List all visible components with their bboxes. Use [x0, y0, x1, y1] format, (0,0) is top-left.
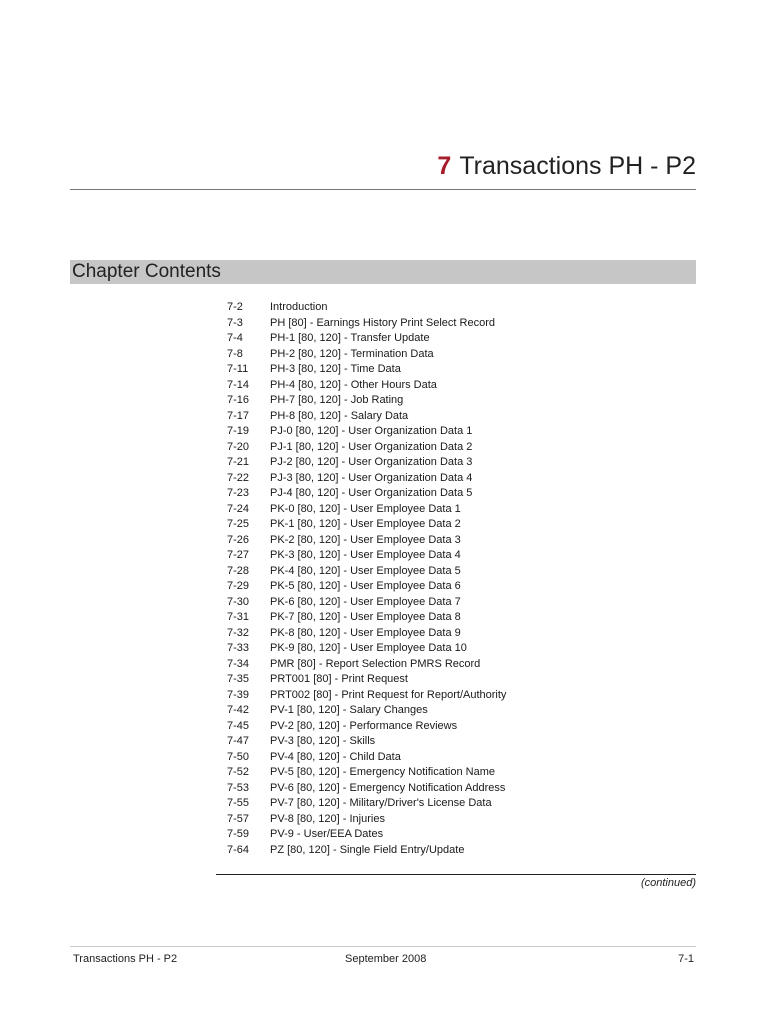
toc-entry[interactable]: [227, 796, 506, 812]
toc-entry[interactable]: [227, 750, 506, 766]
toc-entry-title: PV-9 - User/EEA Dates: [270, 828, 384, 840]
toc-entry-title: PK-9 [80, 120] - User Employee Data 10: [270, 642, 467, 654]
toc-entry-title: PH [80] - Earnings History Print Select Record: [270, 316, 495, 329]
toc-entry-title: PK-7 [80, 120] - User Employee Data 8: [270, 611, 461, 623]
toc-entry-title: PJ-4 [80, 120] - User Organization Data 5: [270, 487, 473, 499]
toc-entry[interactable]: [227, 347, 506, 363]
toc-entry-title: PH-7 [80, 120] - Job Rating: [270, 394, 404, 406]
toc-entry-title: PK-1 [80, 120] - User Employee Data 2: [270, 518, 461, 530]
toc-entry[interactable]: [227, 440, 506, 456]
toc-entry-title: PZ [80, 120] - Single Field Entry/Update: [270, 843, 465, 856]
toc-entry[interactable]: [227, 300, 506, 316]
toc-page-number: 7-25: [227, 518, 250, 530]
toc-page-number: 7-34: [227, 657, 250, 670]
toc-page-number: 7-64: [227, 843, 250, 856]
toc-page-number: 7-19: [227, 425, 250, 437]
toc-entry-title: PMR [80] - Report Selection PMRS Record: [270, 657, 481, 670]
footer-page-number: 7-1: [678, 953, 694, 965]
toc-entry[interactable]: [227, 734, 506, 750]
toc-entry-title: PK-6 [80, 120] - User Employee Data 7: [270, 595, 461, 608]
toc-entry[interactable]: [227, 595, 506, 611]
toc-page-number: 7-50: [227, 750, 250, 763]
chapter-title: [437, 152, 696, 181]
toc-entry[interactable]: [227, 378, 506, 394]
toc-page-number: 7-11: [227, 363, 249, 375]
toc-entry[interactable]: [227, 316, 506, 332]
toc-entry-title: PV-8 [80, 120] - Injuries: [270, 812, 385, 825]
footer-divider: [70, 946, 696, 947]
toc-page-number: 7-24: [227, 502, 250, 515]
toc-page-number: 7-2: [227, 301, 243, 313]
toc-entry[interactable]: [227, 765, 506, 781]
toc-entry-title: PK-0 [80, 120] - User Employee Data 1: [270, 502, 461, 515]
toc-entry-title: PRT001 [80] - Print Request: [270, 673, 408, 685]
toc-page-number: 7-20: [227, 440, 250, 453]
toc-entry-title: PV-4 [80, 120] - Child Data: [270, 750, 401, 763]
section-heading: Chapter Contents: [72, 261, 221, 282]
title-divider: [70, 189, 696, 190]
toc-entry-title: PJ-3 [80, 120] - User Organization Data 4: [270, 471, 473, 484]
toc-entry[interactable]: [227, 362, 506, 378]
toc-page-number: 7-35: [227, 673, 250, 685]
toc-page-number: 7-30: [227, 595, 250, 608]
toc-page-number: 7-57: [227, 812, 250, 825]
toc-page-number: 7-42: [227, 704, 250, 716]
toc-page-number: 7-53: [227, 781, 250, 794]
toc-entry[interactable]: [227, 486, 506, 502]
toc-entry[interactable]: [227, 781, 506, 797]
toc-page-number: 7-59: [227, 828, 250, 840]
toc-entry[interactable]: [227, 564, 506, 580]
toc-entry[interactable]: [227, 641, 506, 657]
toc-page-number: 7-3: [227, 316, 243, 329]
toc-entry-title: PK-8 [80, 120] - User Employee Data 9: [270, 626, 461, 639]
toc-entry[interactable]: [227, 626, 506, 642]
continued-note: (continued): [640, 877, 696, 889]
toc-entry-title: PK-4 [80, 120] - User Employee Data 5: [270, 564, 461, 577]
toc-page-number: 7-28: [227, 564, 250, 577]
footer-section-title: Transactions PH - P2: [73, 953, 178, 965]
toc-entry-title: PH-3 [80, 120] - Time Data: [270, 363, 401, 375]
toc-entry[interactable]: [227, 471, 506, 487]
toc-entry[interactable]: [227, 843, 506, 859]
toc-entry-title: PJ-2 [80, 120] - User Organization Data 3: [270, 456, 473, 468]
toc-page-number: 7-26: [227, 533, 250, 546]
toc-entry[interactable]: [227, 393, 506, 409]
toc-entry-title: PV-3 [80, 120] - Skills: [270, 735, 376, 747]
toc-page-number: 7-32: [227, 626, 250, 639]
toc-entry-title: PK-5 [80, 120] - User Employee Data 6: [270, 580, 461, 592]
toc-entry-title: PJ-0 [80, 120] - User Organization Data 1: [270, 425, 473, 437]
toc-page-number: 7-31: [227, 611, 250, 623]
toc-entry-title: PV-1 [80, 120] - Salary Changes: [270, 704, 428, 716]
toc-entry[interactable]: [227, 688, 506, 704]
toc-page-number: 7-52: [227, 766, 250, 778]
toc-entry[interactable]: [227, 409, 506, 425]
toc-entry[interactable]: [227, 455, 506, 471]
toc-entry-title: PV-2 [80, 120] - Performance Reviews: [270, 719, 458, 732]
toc-entry-title: PH-2 [80, 120] - Termination Data: [270, 347, 434, 360]
toc-entry-title: PV-6 [80, 120] - Emergency Notification Address: [270, 781, 506, 794]
toc-entry[interactable]: [227, 579, 506, 595]
chapter-number: 7: [437, 152, 452, 180]
toc-page-number: 7-8: [227, 347, 243, 360]
toc-entry-title: PV-7 [80, 120] - Military/Driver's License Data: [270, 797, 492, 809]
toc-entry[interactable]: [227, 672, 506, 688]
toc-divider: [216, 874, 696, 875]
toc-entry[interactable]: [227, 657, 506, 673]
toc-entry-title: PK-3 [80, 120] - User Employee Data 4: [270, 549, 461, 561]
toc-page-number: 7-14: [227, 378, 250, 391]
toc-entry-title: Introduction: [270, 301, 328, 313]
toc-page-number: 7-21: [227, 456, 250, 468]
section-heading-bar: [70, 260, 696, 284]
toc-page-number: 7-39: [227, 688, 250, 701]
toc-entry[interactable]: [227, 812, 506, 828]
toc-entry-title: PRT002 [80] - Print Request for Report/Authority: [270, 688, 507, 701]
toc-entry[interactable]: [227, 331, 506, 347]
table-of-contents: [227, 300, 506, 858]
toc-page-number: 7-29: [227, 580, 250, 592]
footer-date: September 2008: [345, 953, 427, 965]
toc-page-number: 7-17: [227, 409, 250, 422]
toc-page-number: 7-4: [227, 332, 243, 344]
toc-entry-title: PJ-1 [80, 120] - User Organization Data 2: [270, 440, 473, 453]
toc-entry-title: PH-8 [80, 120] - Salary Data: [270, 409, 409, 422]
toc-page-number: 7-16: [227, 394, 250, 406]
toc-entry[interactable]: [227, 610, 506, 626]
toc-page-number: 7-47: [227, 735, 250, 747]
toc-entry[interactable]: [227, 533, 506, 549]
toc-entry[interactable]: [227, 827, 506, 843]
toc-entry[interactable]: [227, 424, 506, 440]
toc-page-number: 7-23: [227, 487, 250, 499]
chapter-title-text: Transactions PH - P2: [459, 152, 696, 180]
toc-entry-title: PH-1 [80, 120] - Transfer Update: [270, 332, 430, 344]
toc-page-number: 7-45: [227, 719, 250, 732]
toc-entry-title: PH-4 [80, 120] - Other Hours Data: [270, 378, 437, 391]
toc-entry[interactable]: [227, 548, 506, 564]
toc-entry[interactable]: [227, 517, 506, 533]
toc-entry-title: PV-5 [80, 120] - Emergency Notification Name: [270, 766, 495, 778]
toc-entry-title: PK-2 [80, 120] - User Employee Data 3: [270, 533, 461, 546]
toc-page-number: 7-55: [227, 797, 250, 809]
toc-entry[interactable]: [227, 719, 506, 735]
toc-entry[interactable]: [227, 703, 506, 719]
toc-page-number: 7-27: [227, 549, 250, 561]
toc-page-number: 7-33: [227, 642, 250, 654]
toc-entry[interactable]: [227, 502, 506, 518]
toc-page-number: 7-22: [227, 471, 250, 484]
